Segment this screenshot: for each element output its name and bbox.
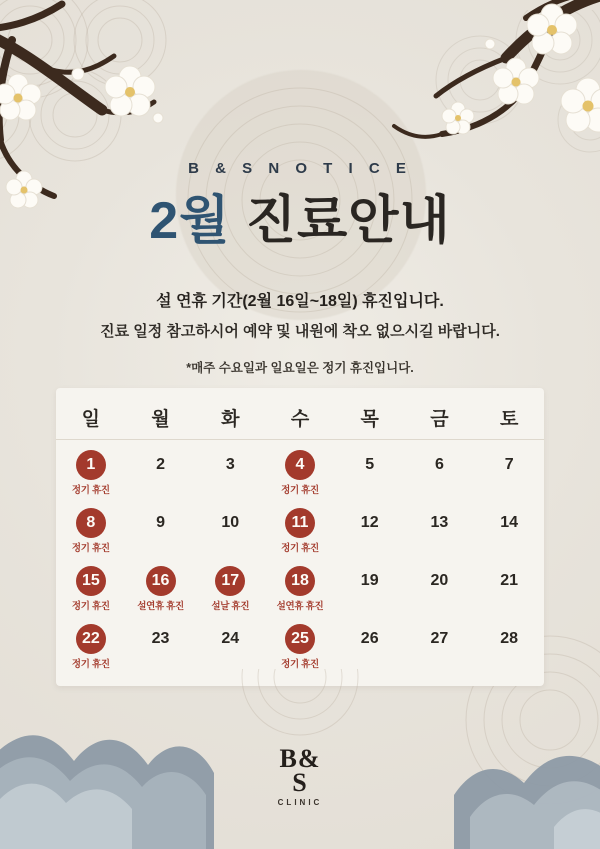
calendar-day-cell (265, 504, 335, 556)
calendar-week-row (56, 440, 544, 498)
calendar-day-tag: 정기 휴진 (281, 659, 319, 670)
calendar-day-number: 22 (76, 624, 106, 654)
calendar-day-number: 19 (360, 572, 379, 589)
calendar-day-cell (405, 504, 475, 556)
calendar-day-cell (335, 446, 405, 498)
holiday-period-lead: 설 연휴 기간(2월 16일~18일) 휴진입니다. (156, 293, 444, 310)
calendar-day-cell (405, 562, 475, 614)
page-title-main: 진료안내 (230, 192, 451, 250)
weekday-header: 수 (290, 409, 310, 430)
calendar-week-row (56, 556, 544, 614)
calendar-day-number: 4 (285, 450, 315, 480)
seigaiha-wave-decoration-top-right (410, 10, 600, 210)
clinic-logo (0, 744, 600, 807)
calendar-day-tag: 정기 휴진 (281, 543, 319, 554)
page-title (0, 190, 600, 252)
calendar-day-cell (56, 620, 126, 672)
calendar-day-cell (474, 562, 544, 614)
weekday-header: 일 (81, 409, 101, 430)
calendar-day-number: 17 (215, 566, 245, 596)
calendar-day-cell (195, 620, 265, 672)
calendar-day-number: 21 (500, 572, 519, 589)
calendar-day-cell (56, 446, 126, 498)
calendar-day-number: 5 (365, 456, 375, 473)
schedule-subtext: 진료 일정 참고하시어 예약 및 내원에 착오 없으시길 바랍니다. (100, 323, 500, 340)
calendar-day-cell (126, 620, 196, 672)
notice-kicker: B & S N O T I C E (188, 160, 412, 177)
calendar-day-number: 23 (151, 630, 170, 647)
calendar-day-tag: 정기 휴진 (71, 601, 110, 612)
calendar-day-cell (474, 504, 544, 556)
calendar-day-number: 2 (156, 456, 166, 473)
calendar-day-tag: 설연휴 휴진 (137, 601, 184, 612)
calendar-day-number: 16 (146, 566, 176, 596)
calendar-day-number: 27 (430, 630, 449, 647)
calendar-day-cell (335, 620, 405, 672)
calendar-day-cell (405, 446, 475, 498)
calendar-day-cell (126, 504, 196, 556)
calendar-day-tag: 설날 휴진 (211, 601, 250, 612)
calendar-day-tag: 정기 휴진 (71, 485, 110, 496)
calendar-day-number: 3 (225, 456, 235, 473)
calendar-day-cell (126, 562, 196, 614)
weekday-header: 금 (430, 409, 449, 430)
calendar-day-cell (405, 620, 475, 672)
calendar-day-number: 12 (360, 514, 379, 531)
regular-closing-note: *매주 수요일과 일요일은 정기 휴진입니다. (186, 361, 414, 375)
calendar-day-cell (474, 446, 544, 498)
calendar-day-number: 28 (500, 630, 519, 647)
calendar-day-number: 1 (76, 450, 106, 480)
weekday-header: 목 (360, 409, 379, 430)
logo-subtitle: CLINIC (277, 798, 323, 807)
weekday-header: 화 (221, 409, 240, 430)
calendar-day-cell (126, 446, 196, 498)
calendar-day-cell (335, 504, 405, 556)
calendar-day-cell (56, 504, 126, 556)
calendar-day-number: 6 (434, 456, 444, 473)
calendar-day-number: 15 (76, 566, 106, 596)
calendar-day-number: 26 (360, 630, 379, 647)
weekday-header: 월 (151, 409, 170, 430)
calendar-day-number: 13 (430, 514, 449, 531)
calendar-day-cell (474, 620, 544, 672)
calendar-day-cell (195, 562, 265, 614)
calendar-day-tag: 정기 휴진 (281, 485, 319, 496)
calendar-day-cell (265, 620, 335, 672)
calendar-week-row (56, 498, 544, 556)
calendar-day-number: 7 (504, 456, 514, 473)
calendar-day-number: 24 (221, 630, 240, 647)
calendar-day-number: 14 (500, 514, 519, 531)
calendar-day-number: 18 (285, 566, 315, 596)
calendar-day-number: 25 (285, 624, 315, 654)
calendar-day-tag: 정기 휴진 (71, 543, 110, 554)
page-title-month: 2월 (149, 192, 231, 250)
calendar-day-number: 8 (76, 508, 106, 538)
logo-mark-line2: S (292, 768, 308, 798)
calendar-day-number: 11 (285, 508, 315, 538)
calendar-day-cell (265, 446, 335, 498)
calendar-day-number: 20 (430, 572, 449, 589)
calendar-day-tag: 설연휴 휴진 (276, 601, 324, 612)
calendar-day-cell (195, 504, 265, 556)
calendar-day-number: 9 (156, 514, 166, 531)
calendar-day-tag: 정기 휴진 (71, 659, 110, 670)
weekday-header: 토 (499, 409, 519, 430)
calendar-day-cell (195, 446, 265, 498)
calendar-week-row (56, 614, 544, 672)
calendar-day-cell (335, 562, 405, 614)
calendar-day-cell (265, 562, 335, 614)
logo-mark-line1: B& (279, 744, 321, 774)
calendar (56, 388, 544, 686)
calendar-day-number: 10 (221, 514, 240, 531)
calendar-weekday-header-row (56, 394, 544, 440)
calendar-day-cell (56, 562, 126, 614)
